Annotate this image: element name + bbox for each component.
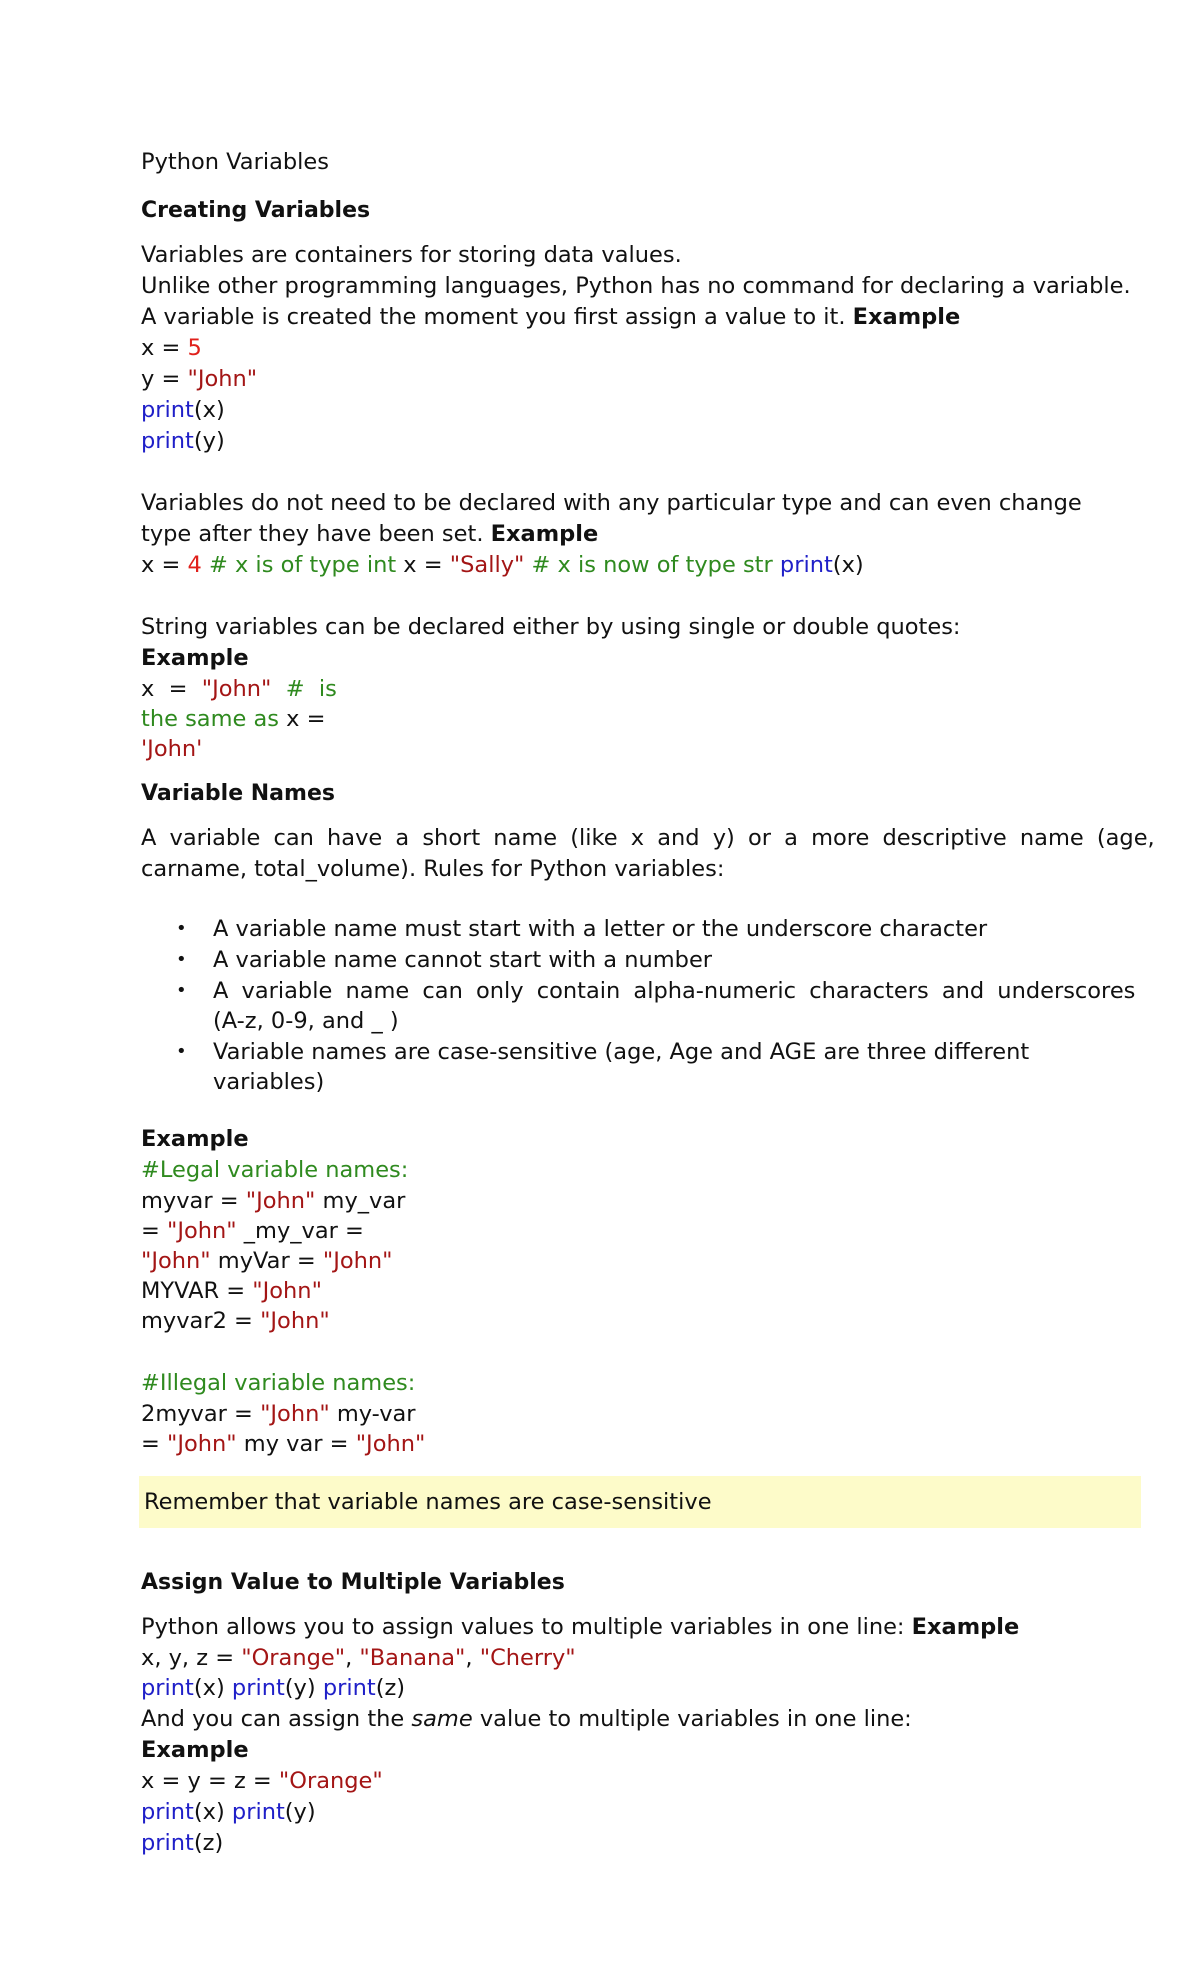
code-line: print(x) [141,397,225,423]
paragraph: Variables are containers for storing data values. [141,242,682,268]
list-item: Variable names are case-sensitive (age, Age and AGE are three different [213,1039,1030,1065]
list-item: A variable name cannot start with a number [213,947,713,973]
list-item-continuation: (A-z, 0-9, and _ ) [213,1008,399,1034]
list-item: A variable name must start with a letter or the underscore character [213,916,988,942]
code-line: = "John" _my_var = [141,1218,364,1244]
code-comment: #Legal variable names: [141,1157,409,1183]
example-label: Example [141,645,249,671]
example-label: Example [490,521,599,547]
section-heading-names: Variable Names [141,781,335,806]
note-text: Remember that variable names are case-sensitive [144,1489,712,1515]
code-line: MYVAR = "John" [141,1278,322,1304]
example-label: Example [911,1614,1020,1640]
code-comment: #Illegal variable names: [141,1370,416,1396]
section-heading-multi: Assign Value to Multiple Variables [141,1570,565,1595]
code-line: x, y, z = "Orange", "Banana", "Cherry" [141,1645,576,1671]
paragraph: A variable can have a short name (like x and y) or a more descriptive name (age, [141,825,1155,851]
paragraph: Variables do not need to be declared with any particular type and can even change [141,490,1082,516]
code-line: print(y) [141,428,225,454]
code-line: = "John" my var = "John" [141,1431,426,1457]
example-label: Example [141,1737,249,1763]
paragraph: Python allows you to assign values to multiple variables in one line: Example [141,1614,1020,1640]
list-item: A variable name can only contain alpha-numeric characters and underscores [213,978,1136,1004]
bullet-icon: • [176,949,187,970]
paragraph: And you can assign the same value to multiple variables in one line: [141,1706,912,1732]
code-line: y = "John" [141,366,258,392]
code-line: myvar2 = "John" [141,1308,330,1334]
paragraph: type after they have been set. Example [141,521,599,547]
code-line: x = 4 # x is of type int x = "Sally" # x is now of type str print(x) [141,552,864,578]
bullet-icon: • [176,980,187,1001]
code-line: x = "John" # is [141,676,337,702]
paragraph: Unlike other programming languages, Python has no command for declaring a variable. [141,273,1131,299]
code-line: print(x) print(y) [141,1799,316,1825]
bullet-icon: • [176,918,187,939]
paragraph: carname, total_volume). Rules for Python variables: [141,856,725,882]
code-line: x = 5 [141,335,202,361]
page-title: Python Variables [141,149,329,175]
code-line: the same as x = [141,706,326,732]
example-label: Example [852,304,961,330]
note-box [139,1476,1141,1528]
list-item-continuation: variables) [213,1069,325,1095]
code-line: print(x) print(y) print(z) [141,1675,406,1701]
paragraph: String variables can be declared either by using single or double quotes: [141,614,961,640]
code-line: 2myvar = "John" my-var [141,1401,416,1427]
section-heading-creating: Creating Variables [141,198,371,223]
paragraph: A variable is created the moment you first assign a value to it. Example [141,304,961,330]
code-line: "John" myVar = "John" [141,1248,393,1274]
code-line: myvar = "John" my_var [141,1188,406,1214]
example-label: Example [141,1126,249,1152]
code-line: x = y = z = "Orange" [141,1768,383,1794]
code-line: print(z) [141,1830,224,1856]
bullet-icon: • [176,1041,187,1062]
code-line: 'John' [141,736,203,762]
